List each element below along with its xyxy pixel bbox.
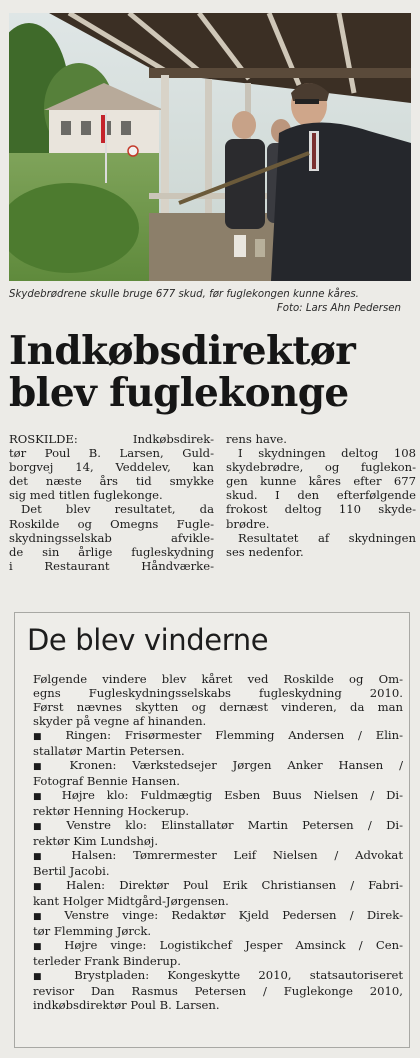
winner-line: [33, 908, 403, 924]
winner-line: rektør Henning Hockerup.: [33, 804, 190, 818]
article-line: Resultatet af skydningen: [238, 530, 416, 545]
article-photo: [9, 13, 411, 281]
winner-line: [33, 728, 403, 744]
winner-text: Ringen: Frisørmester Flemming Andersen / Elin-: [65, 728, 403, 742]
winner-item: [33, 908, 403, 938]
winner-item: [33, 968, 403, 1012]
bullet-icon: ■: [33, 822, 53, 832]
winners-title: De blev vinderne: [27, 623, 269, 657]
article-line: I skydningen deltog 108: [238, 446, 416, 461]
photo-caption: [9, 288, 411, 315]
winner-text: Halsen: Tømrermester Leif Nielsen / Advokat: [71, 848, 404, 862]
bullet-icon: ■: [33, 972, 57, 982]
winner-text: Venstre klo: Elinstallatør Martin Petersen / Di-: [66, 818, 403, 832]
article-line: skud. I den efterfølgende: [226, 488, 416, 503]
bullet-icon: ■: [33, 852, 55, 862]
article-line: tør Poul B. Larsen, Guld-: [9, 446, 214, 461]
bullet-icon: ■: [33, 732, 52, 742]
headline: [9, 330, 414, 414]
winner-text: Brystpladen: Kongeskytte 2010, statsautoriseret: [74, 968, 403, 982]
winner-line: kant Holger Midtgård-Jørgensen.: [33, 894, 229, 908]
winner-line: Bertil Jacobi.: [33, 864, 110, 878]
winner-item: [33, 848, 403, 878]
winner-line: [33, 938, 403, 954]
intro-line: Følgende vindere blev kåret ved Roskilde og Om-: [33, 672, 403, 686]
article-column-right: [226, 432, 416, 559]
article-line: ROSKILDE: Indkøbsdirek-: [9, 432, 214, 446]
winner-text: Kronen: Værkstedsejer Jørgen Anker Hansen /: [69, 758, 403, 772]
winner-item: [33, 788, 403, 818]
winner-item: [33, 938, 403, 968]
winner-line: [33, 818, 403, 834]
article-line: frokost deltog 110 skyde-: [226, 502, 416, 517]
winners-list: [33, 672, 403, 1012]
photo-illustration: [9, 13, 411, 281]
winner-line: [33, 968, 403, 984]
bullet-icon: ■: [33, 882, 52, 892]
winner-line: [33, 758, 403, 774]
winner-line: [33, 788, 403, 804]
intro-line: egns Fugleskydningsselskabs fugleskydning 2010.: [33, 686, 403, 700]
winner-line: rektør Kim Lundshøj.: [33, 834, 159, 848]
headline-line: blev fuglekonge: [9, 370, 349, 416]
winner-text: Højre klo: Fuldmægtig Esben Buus Nielsen / Di-: [61, 788, 403, 802]
winner-line: terleder Frank Binderup.: [33, 954, 181, 968]
winner-text: Halen: Direktør Poul Erik Christiansen / Fabri-: [66, 878, 404, 892]
article-line: skydningsselskab afvikle-: [9, 530, 214, 545]
winner-line: [33, 878, 403, 894]
winner-line: revisor Dan Rasmus Petersen / Fuglekonge 2010,: [33, 984, 403, 998]
winner-text: Højre vinge: Logistikchef Jesper Amsinck / Cen-: [64, 938, 403, 952]
winner-line: tør Flemming Jørck.: [33, 924, 152, 938]
winner-item: [33, 818, 403, 848]
article-line: de sin årlige fugleskydning: [9, 544, 214, 559]
photo-credit: Foto: Lars Ahn Pedersen: [276, 302, 401, 314]
headline-line: Indkøbsdirektør: [9, 328, 356, 374]
winner-line: [33, 848, 403, 864]
article-line: ses nedenfor.: [226, 544, 304, 559]
winner-line: Fotograf Bennie Hansen.: [33, 774, 180, 788]
winner-item: [33, 728, 403, 758]
winner-line: stallatør Martin Petersen.: [33, 744, 185, 758]
winner-item: [33, 758, 403, 788]
caption-text: Skydebrødrene skulle bruge 677 skud, før fuglekongen kunne kåres.: [9, 289, 359, 300]
bullet-icon: ■: [33, 912, 52, 922]
bullet-icon: ■: [33, 762, 54, 772]
winner-line: indkøbsdirektør Poul B. Larsen.: [33, 998, 220, 1012]
article-line: det næste års tid smykke: [9, 474, 214, 489]
article-column-left: [9, 432, 214, 573]
article-line: rens have.: [226, 432, 287, 446]
winner-text: Venstre vinge: Redaktør Kjeld Pedersen / Direk-: [64, 908, 403, 922]
article-line: Det blev resultatet, da: [21, 502, 214, 517]
article-line: gen kunne kåres efter 677: [226, 474, 416, 489]
intro-line: skyder på vegne af hinanden.: [33, 714, 207, 728]
article-line: sig med titlen fuglekonge.: [9, 488, 163, 503]
article-body: [9, 432, 416, 594]
article-line: i Restaurant Håndværke-: [9, 558, 214, 573]
bullet-icon: ■: [33, 942, 52, 952]
bullet-icon: ■: [33, 792, 50, 802]
winners-box: [14, 612, 410, 1048]
intro-line: Først nævnes skytten og dernæst vinderen, da man: [33, 700, 403, 714]
article-line: borgvej 14, Veddelev, kan: [9, 460, 214, 475]
article-line: brødre.: [226, 516, 270, 531]
winner-item: [33, 878, 403, 908]
article-line: skydebrødre, og fuglekon-: [226, 460, 416, 475]
article-line: Roskilde og Omegns Fugle-: [9, 516, 214, 531]
